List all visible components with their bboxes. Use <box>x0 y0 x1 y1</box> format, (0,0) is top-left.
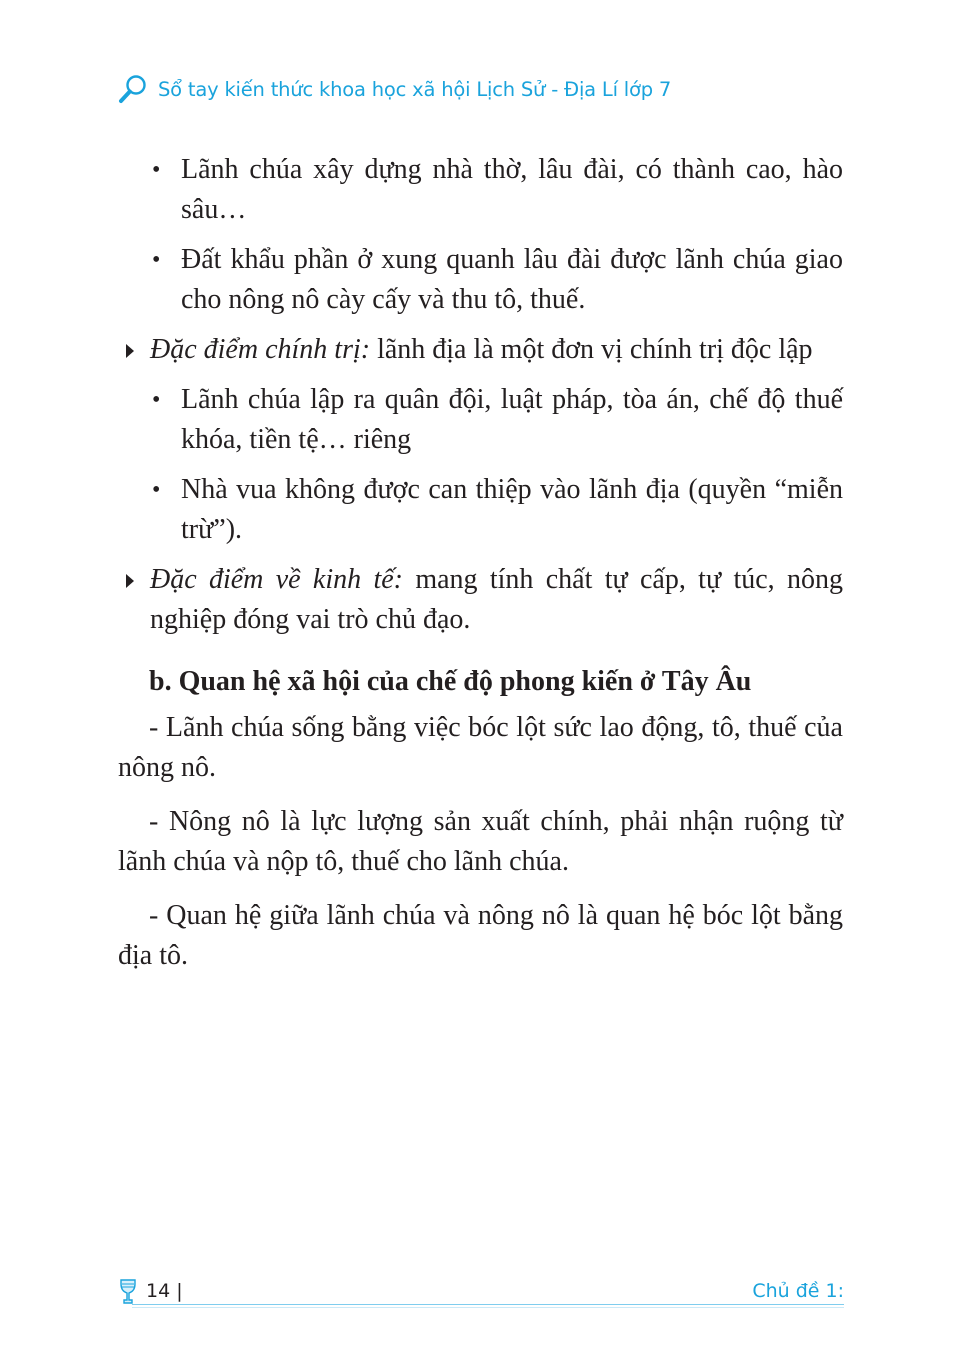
triangle-right-icon <box>126 344 134 358</box>
bullet-item: • Nhà vua không được can thiệp vào lãnh địa (quyền “miễn trừ”). <box>118 470 843 550</box>
bullet-item: • Lãnh chúa xây dựng nhà thờ, lâu đài, có thành cao, hào sâu… <box>118 150 843 230</box>
bullet-dot-icon: • <box>152 157 161 183</box>
bullet-dot-icon: • <box>152 477 161 503</box>
running-header <box>118 74 671 104</box>
page-content <box>118 150 843 990</box>
paragraph: - Lãnh chúa sống bằng việc bóc lột sức lao động, tô, thuế của nông nô. <box>118 712 843 783</box>
magnifier-icon <box>118 74 148 104</box>
page-footer <box>118 1278 844 1308</box>
bullet-item: • Lãnh chúa lập ra quân đội, luật pháp, tòa án, chế độ thuế khóa, tiền tệ… riêng <box>118 380 843 460</box>
footer-rule <box>132 1304 844 1305</box>
economic-label: Đặc điểm về kinh tế: <box>150 564 403 595</box>
political-text: lãnh địa là một đơn vị chính trị độc lập <box>370 334 813 365</box>
political-feature <box>118 330 843 370</box>
triangle-right-icon <box>126 574 134 588</box>
economic-text: mang tính chất tự cấp, tự túc, nông nghiệp đóng vai trò chủ đạo. <box>150 564 844 635</box>
economic-feature <box>118 560 843 640</box>
bullet-dot-icon: • <box>152 247 161 273</box>
bullet-item: • Đất khẩu phần ở xung quanh lâu đài được lãnh chúa giao cho nông nô cày cấy và thu tô, thuế. <box>118 240 843 320</box>
page-number: 14 | <box>146 1280 183 1302</box>
section-b-title: b. Quan hệ xã hội của chế độ phong kiến ở Tây Âu <box>149 666 752 697</box>
footer-rule-light <box>132 1307 844 1308</box>
political-label: Đặc điểm chính trị: <box>150 334 371 365</box>
chapter-label: Chủ đề 1: <box>752 1280 844 1302</box>
paragraph: - Nông nô là lực lượng sản xuất chính, phải nhận ruộng từ lãnh chúa và nộp tô, thuế cho lãnh chúa. <box>118 806 843 877</box>
bullet-dot-icon: • <box>152 387 161 413</box>
paragraph: - Quan hệ giữa lãnh chúa và nông nô là quan hệ bóc lột bằng địa tô. <box>118 900 843 971</box>
book-title: Sổ tay kiến thức khoa học xã hội Lịch Sử - Địa Lí lớp 7 <box>158 77 672 101</box>
